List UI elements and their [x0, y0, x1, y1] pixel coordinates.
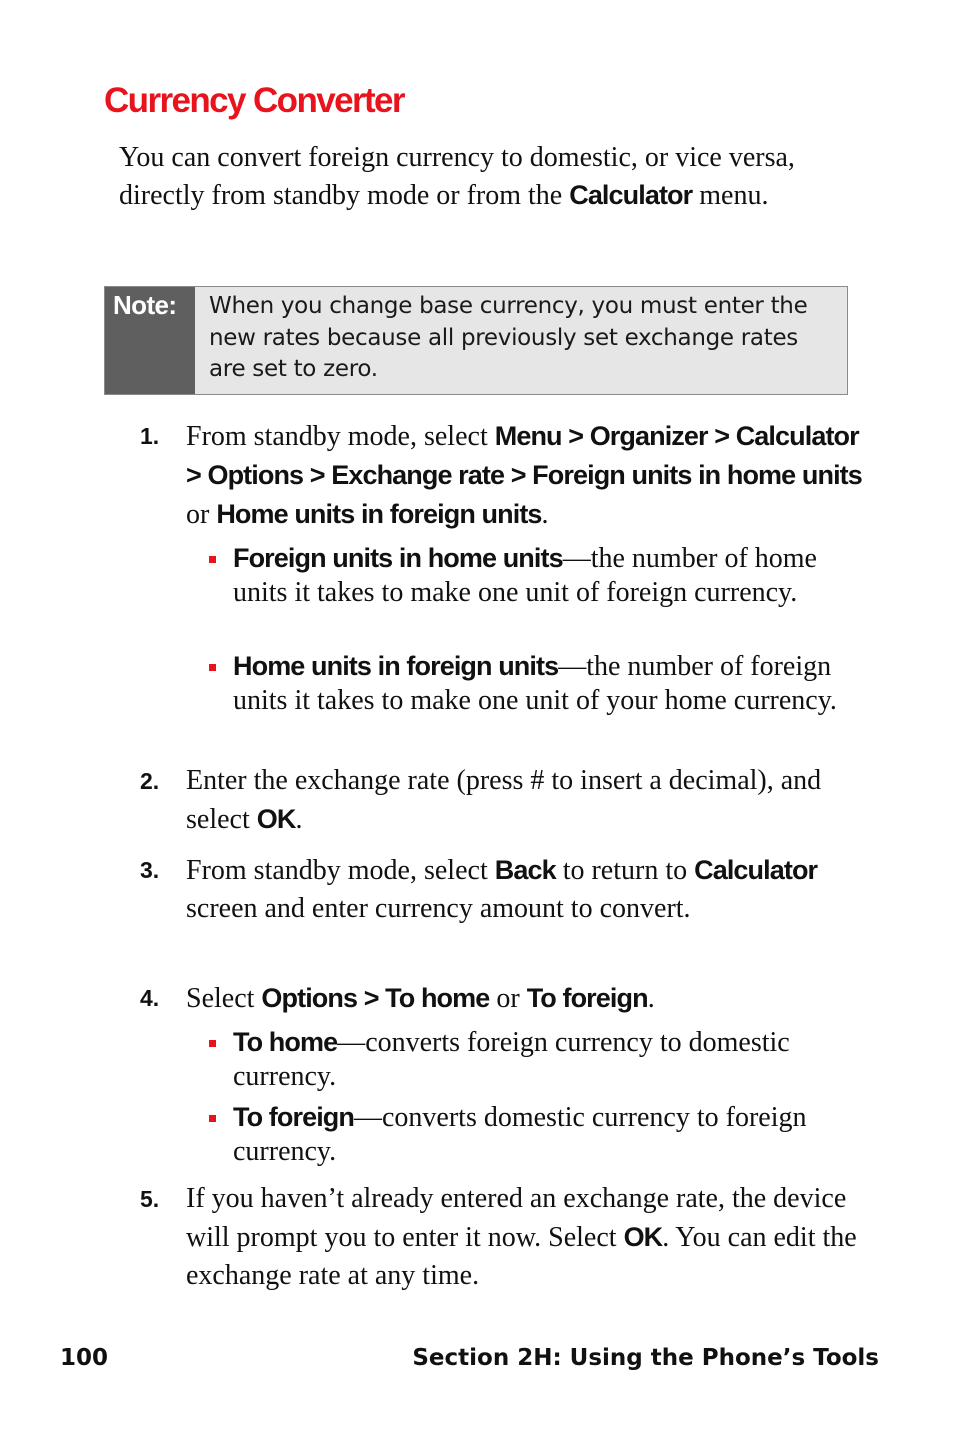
step-5: [140, 1180, 866, 1295]
note-text: When you change base currency, you must enter the new rates because all previously set exchange rates are set to zero.: [209, 293, 808, 382]
bullet-item: [233, 542, 863, 609]
bullet-item: [233, 650, 863, 717]
bullet-term: To foreign: [233, 1102, 354, 1132]
bullet-square-icon: [209, 1115, 216, 1122]
step-text: Select: [186, 983, 262, 1014]
bullet-term: Foreign units in home units: [233, 543, 563, 573]
intro-calculator-term: Calculator: [569, 179, 693, 210]
bullet-text: —the number of foreign units it takes to make one unit of your home currency.: [233, 651, 837, 716]
step-2: [140, 762, 866, 839]
step-number: 3.: [140, 857, 160, 883]
menu-option: Home units in foreign units: [216, 499, 542, 529]
menu-path: Options > To home: [261, 983, 490, 1013]
bullet-text: —the number of home units it takes to make one unit of foreign currency.: [233, 543, 817, 608]
bullet-item: [233, 1026, 863, 1093]
bullet-term: To home: [233, 1027, 338, 1057]
step-text: . You can edit the exchange rate at any time.: [186, 1222, 857, 1291]
bullet-item: [233, 1101, 863, 1168]
bullet-square-icon: [209, 664, 216, 671]
note-box: [104, 286, 848, 395]
page-number: 100: [60, 1345, 109, 1371]
intro-paragraph: [119, 140, 839, 214]
step-3: [140, 851, 866, 928]
bullet-term: Home units in foreign units: [233, 651, 559, 681]
step-text: If you haven’t already entered an exchange rate, the device will prompt you to enter it now. Select: [186, 1183, 847, 1253]
step-text: From standby mode, select: [186, 855, 495, 886]
intro-text: You can convert foreign currency to domestic, or vice versa, directly from standby mode or from the: [119, 142, 795, 211]
menu-option: To foreign: [526, 983, 648, 1013]
step-text: .: [541, 499, 549, 530]
back-key: Back: [494, 855, 556, 885]
bullet-text: —converts foreign currency to domestic currency.: [233, 1027, 790, 1092]
step-number: 4.: [140, 985, 160, 1011]
note-label: Note:: [105, 287, 195, 394]
ok-key: OK: [256, 804, 296, 834]
step-text: screen and enter currency amount to convert.: [186, 893, 691, 924]
step-text: or: [186, 499, 217, 530]
step-text: or: [489, 983, 527, 1014]
step-number: 2.: [140, 768, 160, 794]
calculator-term: Calculator: [694, 855, 818, 885]
intro-text-end: menu.: [692, 179, 769, 211]
step-number: 1.: [140, 423, 160, 449]
step-text: .: [295, 804, 303, 835]
step-text: Enter the exchange rate (press # to insert a decimal), and select: [186, 765, 822, 835]
section-title: Section 2H: Using the Phone’s Tools: [412, 1345, 879, 1371]
step-text: .: [647, 983, 655, 1014]
step-number: 5.: [140, 1186, 160, 1212]
bullet-square-icon: [209, 1040, 216, 1047]
step-1: [140, 417, 866, 534]
bullet-square-icon: [209, 556, 216, 563]
step-text: to return to: [555, 855, 695, 886]
step-text: From standby mode, select: [186, 421, 495, 452]
bullet-text: —converts domestic currency to foreign currency.: [233, 1102, 807, 1167]
step-4: [140, 979, 866, 1018]
ok-key: OK: [623, 1222, 663, 1252]
menu-path: Menu > Organizer > Calculator > Options > Exchange rate > Foreign units in home units: [186, 421, 862, 490]
page-title: Currency Converter: [104, 81, 404, 120]
